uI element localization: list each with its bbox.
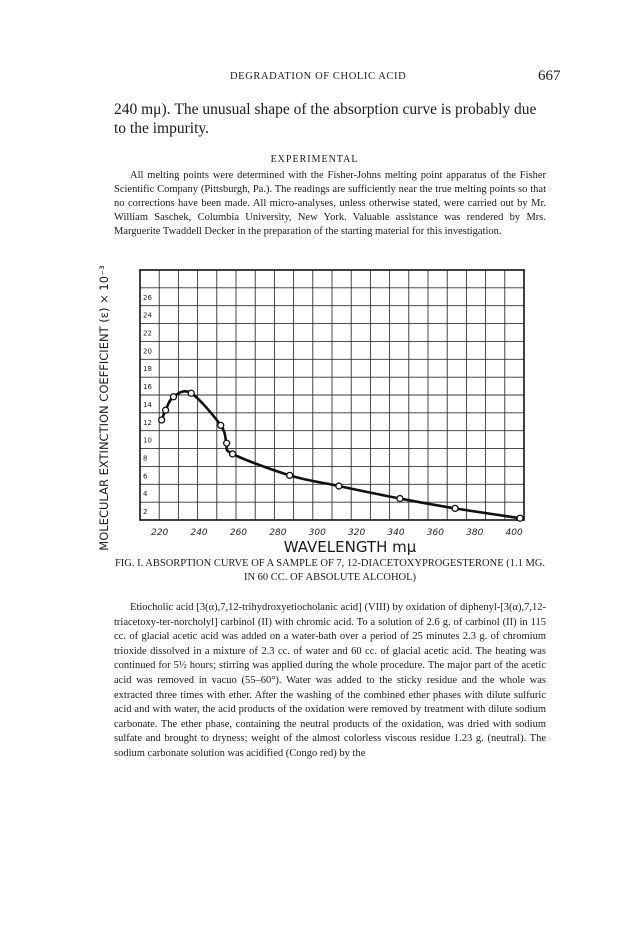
data-point xyxy=(170,394,176,400)
y-tick-label: 26 xyxy=(143,293,152,302)
data-point xyxy=(452,505,458,511)
data-point xyxy=(224,440,230,446)
figure-caption: FIG. I. ABSORPTION CURVE OF A SAMPLE OF 7, 12-DIACETOXYPROGESTERONE (1.1 MG. IN 60 CC. OF ABSOLUTE ALCOHOL) xyxy=(114,558,546,583)
x-tick-label: 320 xyxy=(348,528,366,538)
y-tick-label: 12 xyxy=(143,418,152,427)
intro-paragraph: 240 mμ). The unusual shape of the absorption curve is probably due to the impurity. xyxy=(114,101,537,137)
data-point xyxy=(188,390,194,396)
data-point xyxy=(336,483,342,489)
x-tick-label: 220 xyxy=(151,528,169,538)
data-point xyxy=(218,422,224,428)
chart-series xyxy=(159,390,523,521)
y-tick-label: 16 xyxy=(143,383,152,392)
y-tick-label: 6 xyxy=(143,472,148,481)
x-tick-label: 260 xyxy=(229,528,248,538)
y-tick-label: 18 xyxy=(143,365,152,374)
data-point xyxy=(230,451,236,457)
data-point xyxy=(163,407,169,413)
x-tick-label: 380 xyxy=(466,528,484,538)
x-tick-label: 240 xyxy=(190,528,208,538)
y-tick-label: 20 xyxy=(143,347,152,356)
x-tick-label: 340 xyxy=(387,528,405,538)
page-number: 667 xyxy=(538,68,561,84)
x-tick-label: 360 xyxy=(426,528,444,538)
section-heading: EXPERIMENTAL xyxy=(270,154,359,165)
y-axis-label: MOLECULAR EXTINCTION COEFFICIENT (ε) × 10⁻³ xyxy=(97,265,111,551)
y-tick-label: 24 xyxy=(143,311,152,320)
y-tick-label: 14 xyxy=(143,400,152,409)
x-tick-labels xyxy=(151,528,523,538)
chart-grid xyxy=(140,270,524,520)
experimental-paragraph: All melting points were determined with the Fisher-Johns melting point apparatus of the Fisher Scientific Company (Pittsburgh, Pa.). The readings are sufficiently near the true melting points so that no corrections have been made. All micro-analyses, unless otherwise stated, were carried out by Mr. William Saschek, Columbia University, New York. Valuable assistance was rendered by Mrs. Marguerite Twaddell Decker in the preparation of the starting material for this investigation. xyxy=(114,170,546,237)
data-point xyxy=(287,472,293,478)
synthesis-paragraph: Etiocholic acid [3(α),7,12-trihydroxyetiocholanic acid] (VIII) by oxidation of diphenyl-[3(α),7,12-triacetoxy-ter-norcholyl] carbinol (II) with chromic acid. To a solution of 2.6 g. of carbinol (II) in 115 cc. of glacial acetic acid was added on a water-bath over a period of 25 minutes 2.3 g. of chromium trioxide dissolved in a mixture of 2.3 cc. of water and 60 cc. of glacial acetic acid. The heating was continued for 5½ hours; stirring was applied during the whole procedure. The major part of the acetic acid was removed in vacuo (55–60°). Water was added to the sticky residue and the whole was extracted three times with ether. After the washing of the combined ether phases with dilute sulfuric acid and with water, the acid products of the oxidation were removed by treatment with dilute sodium carbonate. The ether phase, containing the neutral products of the oxidation, was dried with sodium sulfate and brought to dryness; weight of the almost colorless viscous residue 1.23 g. (neutral). The sodium carbonate solution was acidified (Congo red) by the xyxy=(114,602,546,759)
y-tick-label: 10 xyxy=(143,436,152,445)
y-tick-label: 2 xyxy=(143,508,148,517)
x-axis-label: WAVELENGTH mμ xyxy=(283,538,417,556)
x-tick-label: 280 xyxy=(269,528,287,538)
data-point xyxy=(517,515,523,521)
x-tick-label: 300 xyxy=(308,528,326,538)
data-point xyxy=(397,496,403,502)
y-tick-labels xyxy=(143,294,152,516)
x-tick-label: 400 xyxy=(505,528,523,538)
y-tick-label: 8 xyxy=(143,454,148,463)
running-title: DEGRADATION OF CHOLIC ACID xyxy=(230,71,407,82)
y-tick-label: 4 xyxy=(143,490,148,499)
data-point xyxy=(159,417,165,423)
y-tick-label: 22 xyxy=(143,329,152,338)
